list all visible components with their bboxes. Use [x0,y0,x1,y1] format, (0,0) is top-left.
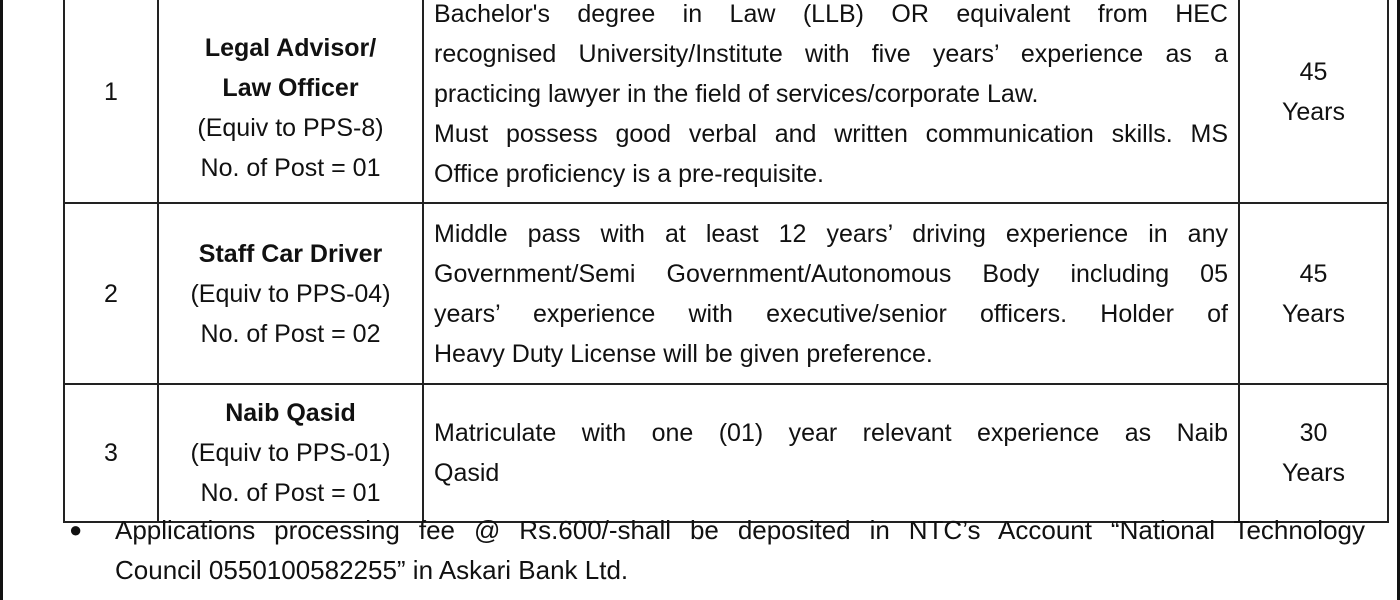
qualification-line: Heavy Duty License will be given preference. [434,339,933,368]
table-row [64,203,1388,384]
table-row [64,0,1388,203]
post-equivalence: (Equiv to PPS-8) [197,114,384,142]
qualification-line: Qasid [434,459,500,487]
post-count: No. of Post = 01 [200,154,381,182]
bullet-icon: ● [69,517,83,542]
serial-number-cell: 2 [64,203,158,384]
age-limit-unit: Years [1281,299,1345,328]
qualification-line: Government/Semi Government/Autonomous Body including 05 [434,259,1228,288]
qualification-line: Bachelor's degree in Law (LLB) OR equivalent from HEC [434,0,1228,28]
notes-list [65,510,1365,590]
age-limit-value: 45 [1299,259,1328,288]
age-limit-unit: Years [1281,98,1345,126]
list-item [65,510,1365,590]
post-equivalence: (Equiv to PPS-01) [190,439,391,467]
post-cell [158,0,423,203]
qualification-line: Middle pass with at least 12 years’ driving experience in any [434,219,1228,248]
note-line: Applications processing fee @ Rs.600/-shall be deposited in NTC’s Account “National Technology [115,515,1365,545]
serial-number-cell: 1 [64,0,158,203]
vacancy-table [63,0,1389,523]
qualification-cell [423,384,1239,522]
age-limit-unit: Years [1281,459,1345,487]
post-cell [158,203,423,384]
qualification-line: Matriculate with one (01) year relevant experience as Naib [434,419,1228,447]
qualification-line: recognised University/Institute with five years’ experience as a [434,40,1228,68]
qualification-line: practicing lawyer in the field of services/corporate Law. [434,80,1039,108]
qualification-line: Must possess good verbal and written communication skills. MS [434,120,1228,148]
age-cell [1239,203,1388,384]
age-cell [1239,0,1388,203]
post-count: No. of Post = 02 [200,319,381,348]
post-count: No. of Post = 01 [200,479,381,507]
post-title: Staff Car Driver [198,239,383,268]
qualification-line: Office proficiency is a pre-requisite. [434,160,824,188]
post-title: Legal Advisor/ [204,34,377,62]
post-title: Naib Qasid [225,399,356,427]
qualification-cell [423,203,1239,384]
age-limit-value: 30 [1299,419,1328,447]
age-cell [1239,384,1388,522]
table-row [64,384,1388,522]
serial-number-cell: 3 [64,384,158,522]
qualification-line: years’ experience with executive/senior officers. Holder of [434,299,1228,328]
qualification-cell [423,0,1239,203]
age-limit-value: 45 [1299,58,1328,86]
post-cell [158,384,423,522]
note-line: Council 0550100582255” in Askari Bank Ltd. [115,555,629,585]
post-equivalence: (Equiv to PPS-04) [190,279,391,308]
post-title: Law Officer [222,74,359,102]
